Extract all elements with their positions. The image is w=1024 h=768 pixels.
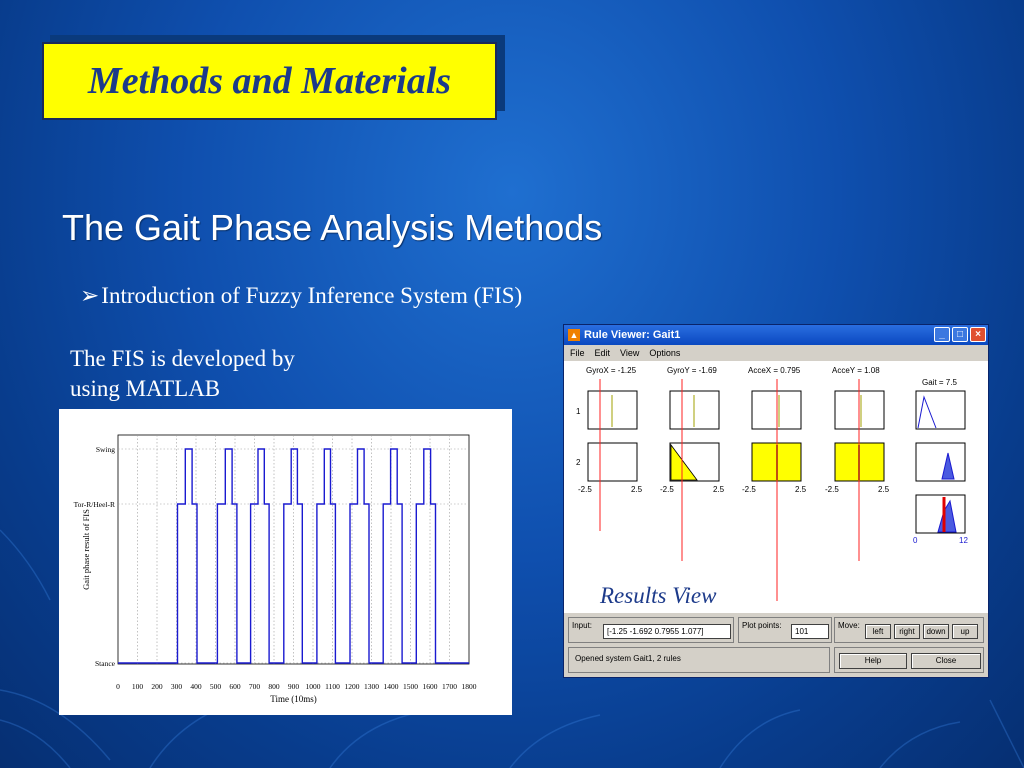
axis-min-2: -2.5: [660, 485, 674, 494]
var-label-gyroy: GyroY = -1.69: [667, 366, 717, 375]
x-tick-label: 600: [229, 682, 241, 691]
menu-bar: [564, 345, 988, 361]
x-tick-label: 1600: [422, 682, 438, 691]
var-label-gyrox: GyroX = -1.25: [586, 366, 637, 375]
status-text: Opened system Gait1, 2 rules: [575, 654, 681, 663]
close-window-button[interactable]: ×: [970, 327, 986, 342]
results-view-label: Results View: [600, 583, 717, 608]
bullet-item: [80, 283, 522, 309]
axis-min-1: -2.5: [578, 485, 592, 494]
rule2-gyrox-box: [588, 443, 637, 481]
x-axis-label: Time (10ms): [270, 694, 317, 704]
y-tick-label: Stance: [95, 659, 115, 668]
x-tick-label: 900: [287, 682, 300, 691]
axis-max-4: 2.5: [878, 485, 890, 494]
x-tick-label: 1100: [325, 682, 340, 691]
description-line-2: using MATLAB: [70, 376, 221, 401]
title-box: [42, 42, 497, 120]
x-tick-label: 200: [151, 682, 163, 691]
description-line-1: The FIS is developed by: [70, 346, 295, 371]
bullet-arrow-icon: ➢: [80, 283, 100, 308]
gait-phase-chart: [59, 409, 512, 715]
x-tick-label: 1700: [442, 682, 457, 691]
var-label-gait: Gait = 7.5: [922, 378, 957, 387]
menu-options[interactable]: Options: [649, 348, 681, 358]
move-down-button[interactable]: down: [923, 624, 949, 639]
axis-min-3: -2.5: [742, 485, 756, 494]
status-bar: [568, 647, 830, 673]
close-button[interactable]: Close: [911, 653, 981, 669]
axis-max-1: 2.5: [631, 485, 643, 494]
x-tick-label: 400: [190, 682, 202, 691]
axis-max-3: 2.5: [795, 485, 807, 494]
output-axis-min: 0: [913, 536, 918, 545]
x-tick-label: 100: [131, 682, 144, 691]
description-text: [70, 344, 370, 404]
plot-points-label: Plot points:: [742, 621, 782, 630]
var-label-accey: AcceY = 1.08: [832, 366, 880, 375]
y-axis-label: Gait phase result of FIS: [81, 509, 91, 590]
move-label: Move:: [838, 621, 860, 630]
move-right-button[interactable]: right: [894, 624, 920, 639]
rule1-gait-box: [916, 391, 965, 429]
x-tick-label: 800: [268, 682, 280, 691]
move-group: [834, 617, 984, 643]
rule-number-2: 2: [576, 458, 581, 467]
x-tick-label: 1200: [344, 682, 360, 691]
maximize-button[interactable]: □: [952, 327, 968, 342]
matlab-icon: ▲: [569, 330, 579, 340]
var-label-accex: AcceX = 0.795: [748, 366, 801, 375]
x-tick-label: 1400: [383, 682, 399, 691]
rule-plot-svg: [564, 361, 988, 613]
x-tick-label: 500: [209, 682, 222, 691]
axis-max-2: 2.5: [713, 485, 725, 494]
x-tick-label: 1500: [403, 682, 418, 691]
menu-edit[interactable]: Edit: [594, 348, 611, 358]
slide-subtitle: The Gait Phase Analysis Methods: [62, 207, 603, 248]
x-tick-label: 300: [170, 682, 183, 691]
rule-viewer-window: [563, 324, 989, 678]
move-up-button[interactable]: up: [952, 624, 978, 639]
plot-points-group: [738, 617, 832, 643]
window-titlebar: [564, 325, 988, 345]
rule-number-1: 1: [576, 407, 581, 416]
input-field[interactable]: [-1.25 -1.692 0.7955 1.077]: [603, 624, 731, 639]
bullet-text: Introduction of Fuzzy Inference System (FIS): [101, 283, 523, 308]
x-tick-label: 1000: [305, 682, 321, 691]
slide-title: Methods and Materials: [87, 60, 452, 102]
rule2-gait-box: [916, 443, 965, 481]
menu-file[interactable]: File: [570, 348, 585, 358]
y-tick-label: Tor-R/Heel-R: [73, 500, 115, 509]
input-label: Input:: [572, 621, 593, 630]
help-button[interactable]: Help: [839, 653, 907, 669]
x-tick-label: 1300: [364, 682, 379, 691]
rule-plot-area: [564, 361, 988, 613]
gait-phase-chart-svg: [59, 409, 512, 715]
window-title: Rule Viewer: Gait1: [584, 329, 681, 341]
help-close-group: [834, 647, 984, 673]
output-axis-max: 12: [959, 536, 968, 545]
x-tick-label: 700: [248, 682, 261, 691]
plot-points-field[interactable]: 101: [791, 624, 829, 639]
input-group: [568, 617, 734, 643]
minimize-button[interactable]: _: [934, 327, 950, 342]
y-tick-label: Swing: [95, 445, 115, 454]
x-tick-label: 0: [116, 682, 120, 691]
axis-min-4: -2.5: [825, 485, 839, 494]
move-left-button[interactable]: left: [865, 624, 891, 639]
menu-view[interactable]: View: [620, 348, 640, 358]
x-tick-label: 1800: [461, 682, 477, 691]
